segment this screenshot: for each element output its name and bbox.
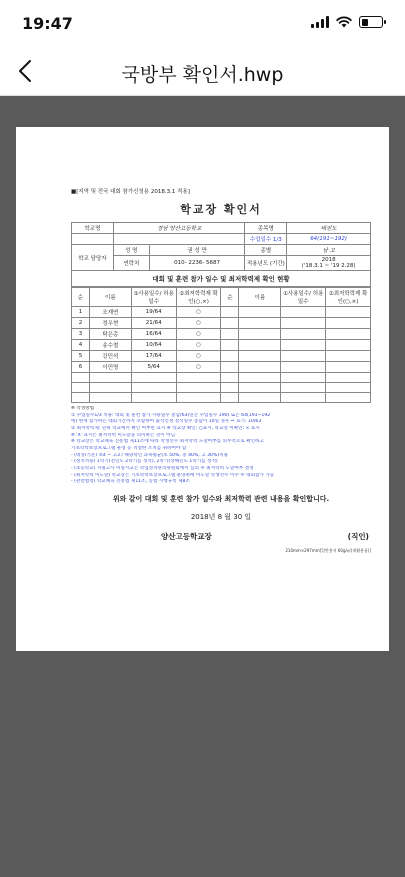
note-line: - (성적적용) 1학기(전년도 2학기를 성적), 2학기(상해년도 1학기를 성적) — [71, 459, 218, 465]
doc-footer: 210mm×297mm[일반용지 60g/㎡(재활용품)] — [285, 547, 371, 553]
empty-cell — [281, 329, 326, 340]
participation-table — [71, 287, 371, 403]
confirm-text: 위와 같이 대회 및 훈련 참가 일수와 최저학력 관련 내용을 확인합니다. — [112, 494, 330, 503]
year-value: 2018 — [321, 257, 336, 263]
row-no: 3 — [72, 329, 90, 340]
wifi-icon — [336, 16, 352, 28]
note-line: - (초등학교) 지필고사 미실시교는 학업성적관리위원회에서 심의 후 최저학력 도달여부 결정 — [71, 465, 254, 471]
empty-cell — [221, 373, 239, 383]
table-row — [72, 351, 371, 362]
row-check: ○ — [176, 329, 221, 340]
row-check: ○ — [176, 307, 221, 318]
document-page[interactable] — [16, 127, 389, 651]
days-label: 수업일수 1/3 — [245, 234, 287, 245]
note-line: 기초학력보장프로그램 운영 등 적절한 조치를 취하여야 함 — [71, 445, 187, 451]
header-cell: 순 — [221, 288, 239, 307]
note-line: - (관련법령) 학교체육 진흥법 제11조, 동법 시행규칙 제8조 — [71, 479, 190, 485]
row-check: ○ — [176, 318, 221, 329]
empty-cell — [281, 340, 326, 351]
table-row — [72, 362, 371, 373]
event-label: 종목명 — [245, 223, 287, 234]
row-check: ○ — [176, 362, 221, 373]
row-name: 정우현 — [89, 318, 131, 329]
participation-rows — [72, 307, 371, 403]
note-line: - (대상/기준) 초4 ~ 고3 / 해당학년 과목평균(초 50%, 중 40%, 고 30%)적용 — [71, 452, 229, 458]
row-no: 2 — [72, 318, 90, 329]
row-check — [176, 373, 221, 383]
signature-line — [71, 531, 371, 542]
empty-cell — [326, 318, 371, 329]
table-row — [72, 393, 371, 403]
days-value: 64(191~192) — [287, 234, 371, 245]
document-content — [71, 187, 371, 554]
empty-cell — [326, 351, 371, 362]
empty-cell — [239, 373, 281, 383]
empty-cell — [221, 340, 239, 351]
status-time: 19:47 — [22, 14, 73, 33]
row-name: 조재연 — [89, 307, 131, 318]
header-cell: ①사용일수/ 허용일수 — [281, 288, 326, 307]
seal: (직인) — [347, 531, 369, 541]
row-days: 16/64 — [131, 329, 176, 340]
status-icons — [311, 16, 383, 28]
year-cell — [287, 256, 371, 271]
empty-cell — [326, 362, 371, 373]
empty-cell — [239, 318, 281, 329]
period-value: ('18.3.1 ~ '19 2.28) — [301, 263, 356, 269]
table-row — [72, 307, 371, 318]
row-no — [72, 373, 90, 383]
info-table — [71, 222, 371, 271]
empty-cell — [239, 362, 281, 373]
row-check — [176, 383, 221, 393]
contact-value: 010- 2236- 5687 — [149, 256, 245, 271]
empty-cell — [281, 383, 326, 393]
row-days: 19/64 — [131, 307, 176, 318]
empty-cell — [326, 340, 371, 351]
participation-header-row — [72, 288, 371, 307]
header-cell: 순 — [72, 288, 90, 307]
table-row — [72, 383, 371, 393]
empty-cell — [326, 329, 371, 340]
year-label: 적용년도 (기간) — [245, 256, 287, 271]
empty-cell — [221, 362, 239, 373]
status-bar — [0, 0, 405, 46]
header-cell: ②최저학력제 확인(○,×) — [176, 288, 221, 307]
battery-icon — [359, 16, 383, 28]
row-days: 5/64 — [131, 362, 176, 373]
row-days — [131, 393, 176, 403]
row-days — [131, 383, 176, 393]
row-check: ○ — [176, 351, 221, 362]
empty-cell — [326, 373, 371, 383]
row-name — [89, 373, 131, 383]
contact-label: 연락처 — [113, 256, 149, 271]
header-cell: 이름 — [89, 288, 131, 307]
empty-cell — [281, 362, 326, 373]
note-line: ※ 'X' 표시는 최저학력 미도달을 의미하는 것이 아님 — [71, 432, 176, 438]
empty-cell — [221, 318, 239, 329]
row-check — [176, 393, 221, 403]
doc-note: ■[지역 및 전국 대회 참가신청용 2018.3.1 적용] — [71, 189, 190, 195]
empty-cell — [239, 383, 281, 393]
row-name: 송수철 — [89, 340, 131, 351]
row-no: 6 — [72, 362, 90, 373]
empty-cell — [326, 383, 371, 393]
header-cell: 이름 — [239, 288, 281, 307]
empty-cell — [221, 383, 239, 393]
school-value: 경남 양산고등학교 — [113, 223, 245, 234]
empty-cell — [239, 340, 281, 351]
row-check: ○ — [176, 340, 221, 351]
header-cell: ②최저학력제 확인(○,×) — [326, 288, 371, 307]
nav-bar — [0, 46, 405, 96]
date-text: 2018년 8 월 30 일 — [190, 512, 252, 521]
signer: 양산고등학교장 — [161, 531, 212, 541]
table-row — [72, 329, 371, 340]
empty-cell — [239, 393, 281, 403]
empty-cell — [326, 307, 371, 318]
empty-cell — [281, 318, 326, 329]
row-days: 17/64 — [131, 351, 176, 362]
row-no: 5 — [72, 351, 90, 362]
empty-cell — [239, 307, 281, 318]
row-no: 1 — [72, 307, 90, 318]
row-no — [72, 383, 90, 393]
row-no: 4 — [72, 340, 90, 351]
school-label: 학교명 — [72, 223, 114, 234]
note-line: - (최저학력 미도달) 학교장은 기초학력보장프로그램 운영하에 미도달 학생선수 이수 후 대회참가 가능 — [71, 472, 275, 478]
row-name: 탁은총 — [89, 329, 131, 340]
note-line: ※ 작성방법 — [71, 406, 95, 411]
teacher-group-label: 학교 담당자 — [72, 245, 114, 271]
empty-cell — [239, 351, 281, 362]
gender-value: 남 고 — [287, 245, 371, 256]
name-label: 성 명 — [113, 245, 149, 256]
empty-cell — [281, 373, 326, 383]
empty-cell — [326, 393, 371, 403]
nav-title: 국방부 확인서.hwp — [121, 64, 284, 86]
empty-cell — [221, 351, 239, 362]
empty-cell — [281, 393, 326, 403]
note-line: ② 최저학력제: 단위 학교에서 확인 여부만 표시 ※ 학교장 확인: ○표시, 학교장 미확인: × 표시 — [71, 425, 260, 431]
note-line: ① 수업일수1/3 적용: 대회 및 훈련 참가 사용일수 총합/63(연간 수업일수 190) 또는 64(191~192 — [71, 412, 271, 418]
notes-block — [71, 406, 371, 486]
row-name — [89, 393, 131, 403]
empty-cell — [221, 329, 239, 340]
table-row — [72, 318, 371, 329]
empty-cell — [239, 329, 281, 340]
empty-cell — [281, 351, 326, 362]
note-line: ※ 학교장은 학교체육 진흥법 제11조에 따라 학생선수 최저학력 도달여부를 의무적으로 확인하고 — [71, 439, 264, 445]
doc-title: 학교장 확인서 — [180, 203, 262, 216]
row-days — [131, 373, 176, 383]
table-row — [72, 340, 371, 351]
empty-cell — [221, 307, 239, 318]
table-row — [72, 373, 371, 383]
empty-cell — [221, 393, 239, 403]
row-days: 10/64 — [131, 340, 176, 351]
cellular-signal-icon — [311, 16, 329, 28]
section-title: 대회 및 훈련 참가 일수 및 최저학력제 확인 현황 — [71, 271, 371, 287]
row-name — [89, 383, 131, 393]
row-name: 강민석 — [89, 351, 131, 362]
header-cell: ①사용일수/ 허용일수 — [131, 288, 176, 307]
row-days: 21/64 — [131, 318, 176, 329]
empty-cell — [281, 307, 326, 318]
name-value: 권 성 만 — [149, 245, 245, 256]
row-no — [72, 393, 90, 403]
row-name: 이민명 — [89, 362, 131, 373]
event-value: 태권도 — [287, 223, 371, 234]
note-line: 에) 현재 참가하는 대회기간까지 포함하여 출석인정 결석일수 총합이 10일 경우 ⇨ 표기: 10/63 — [71, 419, 262, 425]
gender-label: 종별 — [245, 245, 287, 256]
